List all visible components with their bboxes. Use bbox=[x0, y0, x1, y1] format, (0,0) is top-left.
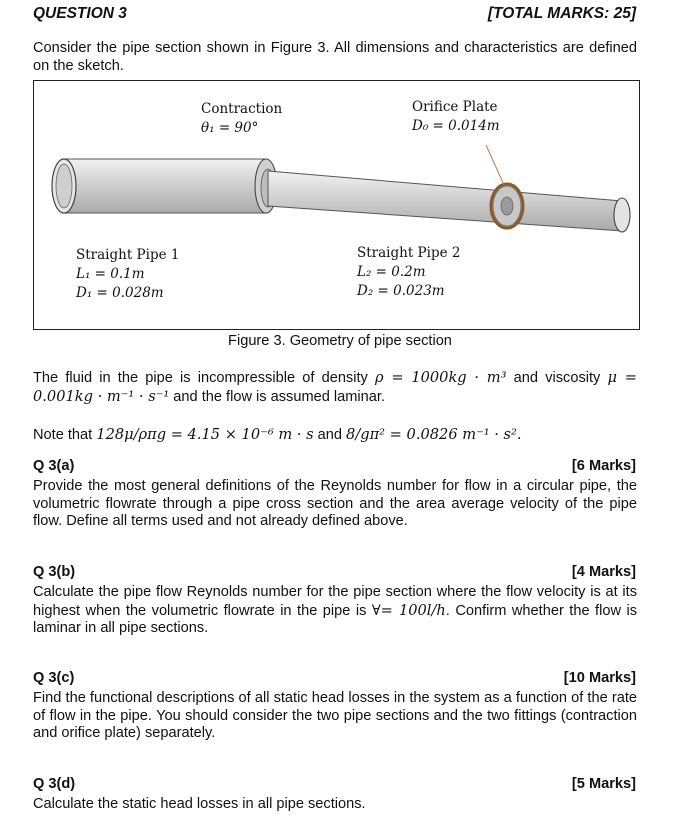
q3c-header bbox=[33, 670, 636, 686]
question-title: QUESTION 3 bbox=[33, 5, 127, 22]
pipe2-diameter: D₂ = 0.023m bbox=[357, 283, 445, 299]
pipe2-label bbox=[357, 244, 460, 301]
fluid-text-1: The fluid in the pipe is incompressible of density bbox=[33, 370, 375, 386]
pipe1-title: Straight Pipe 1 bbox=[76, 247, 180, 263]
note-text-2: and bbox=[313, 427, 347, 443]
pipe1-diameter: D₁ = 0.028m bbox=[76, 285, 164, 301]
contraction-angle: θ₁ = 90° bbox=[201, 120, 259, 136]
q3d-header bbox=[33, 776, 636, 792]
density-eq: ρ = 1000kg · m³ bbox=[375, 369, 507, 386]
fluid-text-2: and viscosity bbox=[506, 370, 608, 386]
pipe1-length: L₁ = 0.1m bbox=[76, 266, 145, 282]
q3a-label: Q 3(a) bbox=[33, 458, 75, 474]
note-eq-2: 8/gπ² = 0.0826 m⁻¹ · s². bbox=[346, 426, 522, 443]
figure-caption: Figure 3. Geometry of pipe section bbox=[228, 333, 452, 349]
q3b-flow-eq: ∀= 100l/h bbox=[371, 601, 446, 619]
q3b-label: Q 3(b) bbox=[33, 564, 76, 580]
q3d-marks: [5 Marks] bbox=[571, 776, 636, 792]
straight-pipe-1 bbox=[52, 159, 266, 213]
q3b-text-b: . Confirm whether the flow is laminar in all pipe sections. bbox=[33, 602, 637, 636]
q3a-header bbox=[33, 458, 636, 474]
q3d-text: Calculate the static head losses in all pipe sections. bbox=[33, 796, 366, 812]
q3c-label: Q 3(c) bbox=[33, 670, 75, 686]
viscosity-symbol: μ = bbox=[607, 369, 637, 386]
q3d-label: Q 3(d) bbox=[33, 776, 76, 792]
q3a-text: Provide the most general definitions of the Reynolds number for flow in a circular pipe, the volumetric flowrate through a pipe cross section and the area average velocity of the pipe flow. Define all terms used and not already defined above. bbox=[33, 478, 637, 529]
orifice-title: Orifice Plate bbox=[412, 99, 498, 115]
figure-3 bbox=[33, 80, 640, 330]
contraction-label bbox=[201, 100, 282, 138]
note-text-1: Note that bbox=[33, 427, 97, 443]
q3a-marks: [6 Marks] bbox=[571, 458, 636, 474]
orifice-diameter: D₀ = 0.014m bbox=[412, 118, 500, 134]
straight-pipe-2 bbox=[268, 171, 630, 232]
pipe1-label bbox=[76, 246, 179, 303]
orifice-plate bbox=[486, 145, 523, 228]
note-eq-1: 128μ/ρπg = 4.15 × 10⁻⁶ m · s bbox=[96, 426, 314, 443]
fluid-text-3: and the flow is assumed laminar. bbox=[169, 388, 386, 405]
q3b-marks: [4 Marks] bbox=[571, 564, 636, 580]
pipe2-title: Straight Pipe 2 bbox=[357, 245, 461, 261]
note-line bbox=[33, 426, 637, 445]
q3b-text-a: Calculate the pipe flow Reynolds number for the pipe section where the flow velocity is at its highest when the volumetric flowrate in the pipe is bbox=[33, 584, 637, 619]
fluid-properties bbox=[33, 369, 637, 406]
q3b-text bbox=[33, 584, 637, 638]
total-marks: [TOTAL MARKS: 25] bbox=[487, 5, 636, 22]
viscosity-value: 0.001kg · m⁻¹ · s⁻¹ bbox=[33, 387, 170, 405]
intro-paragraph: Consider the pipe section shown in Figure 3. All dimensions and characteristics are defined on the sketch. bbox=[33, 40, 637, 74]
pipe2-length: L₂ = 0.2m bbox=[357, 264, 426, 280]
contraction-title: Contraction bbox=[201, 101, 283, 117]
q3c-marks: [10 Marks] bbox=[563, 670, 636, 686]
q3c-text: Find the functional descriptions of all static head losses in the system as a function of the rate of flow in the pipe. You should consider the two pipe sections and the two fittings (contraction and orifice plate) separately. bbox=[33, 690, 637, 741]
q3b-header bbox=[33, 564, 636, 580]
orifice-label bbox=[412, 98, 500, 136]
